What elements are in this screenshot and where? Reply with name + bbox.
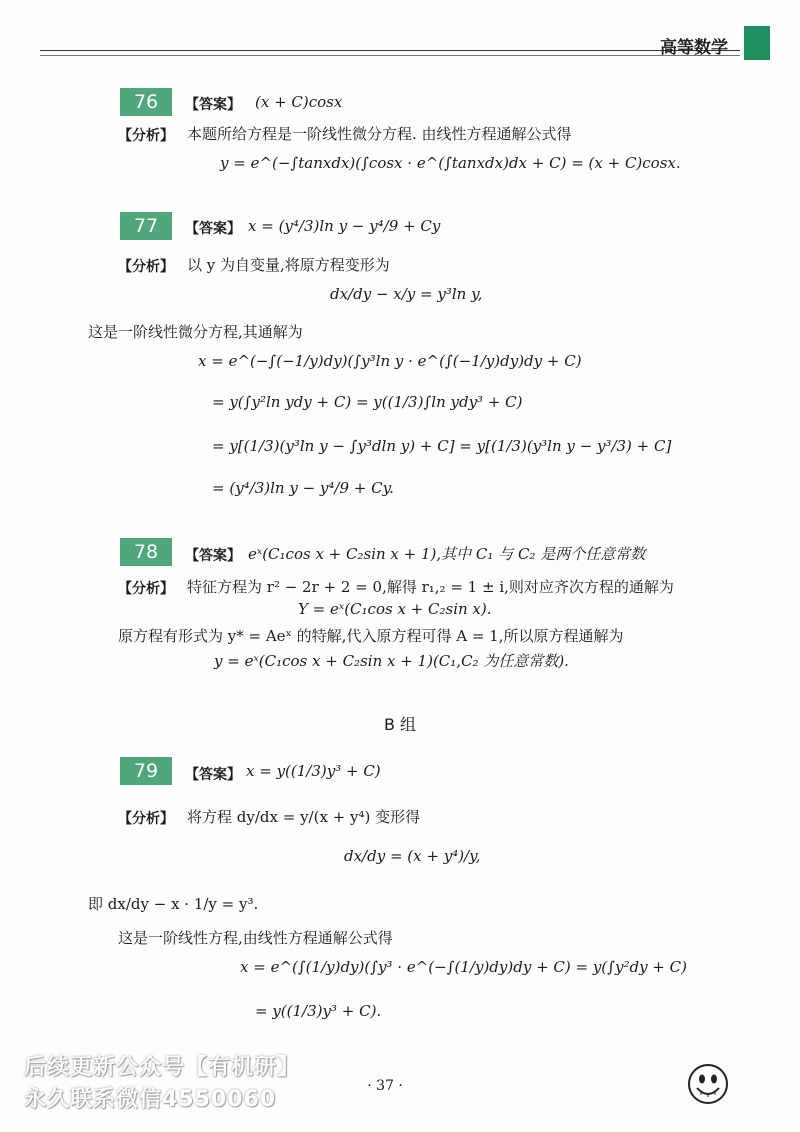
text-79-2: 即 dx/dy − x · 1/y = y³. (88, 895, 259, 913)
analysis-78: 特征方程为 r² − 2r + 2 = 0,解得 r₁,₂ = 1 ± i,则对应齐次方程的通解为 (187, 578, 674, 596)
header-title: 高等数学 (660, 38, 728, 58)
problem-number-76: 76 (120, 88, 172, 116)
analysis-tag: 【分析】 (118, 259, 174, 275)
equation-77-2: x = e^(−∫(−1/y)dy)(∫y³ln y · e^(∫(−1/y)dy)dy + C) (198, 352, 582, 370)
header-rule (40, 50, 740, 51)
text-77-2: 这是一阶线性微分方程,其通解为 (88, 323, 303, 341)
watermark-line-1: 后续更新公众号【有机研】 (24, 1055, 301, 1080)
answer-tag: 【答案】 (185, 221, 241, 237)
smiley-icon (686, 1062, 730, 1106)
equation-79-3: = y((1/3)y³ + C). (255, 1002, 382, 1020)
equation-77-1: dx/dy − x/y = y³ln y, (330, 285, 483, 303)
answer-79: x = y((1/3)y³ + C) (246, 762, 381, 780)
problem-number-78: 78 (120, 538, 172, 566)
header-rule-thin (40, 55, 740, 56)
answer-tag: 【答案】 (185, 97, 241, 113)
equation-79-1: dx/dy = (x + y⁴)/y, (344, 847, 481, 865)
equation-78-2: y = eˣ(C₁cos x + C₂sin x + 1)(C₁,C₂ 为任意常数). (214, 652, 569, 670)
header-tab (744, 26, 770, 60)
page-number: · 37 · (367, 1078, 403, 1094)
analysis-tag: 【分析】 (118, 128, 174, 144)
problem-number-77: 77 (120, 212, 172, 240)
analysis-tag: 【分析】 (118, 811, 174, 827)
section-title: B 组 (383, 715, 417, 734)
analysis-tag: 【分析】 (118, 581, 174, 597)
equation-77-4: = y[(1/3)(y³ln y − ∫y³dln y) + C] = y[(1/3)(y³ln y − y³/3) + C] (212, 437, 672, 455)
answer-77: x = (y⁴/3)ln y − y⁴/9 + Cy (248, 217, 441, 235)
problem-number-79: 79 (120, 757, 172, 785)
analysis-77: 以 y 为自变量,将原方程变形为 (187, 256, 390, 274)
equation-77-3: = y(∫y²ln ydy + C) = y((1/3)∫ln ydy³ + C) (212, 393, 523, 411)
answer-tag: 【答案】 (185, 548, 241, 564)
answer-76: (x + C)cosx (255, 93, 343, 111)
equation-77-5: = (y⁴/3)ln y − y⁴/9 + Cy. (212, 479, 394, 497)
equation-76-1: y = e^(−∫tanxdx)(∫cosx · e^(∫tanxdx)dx + C) = (x + C)cosx. (220, 154, 681, 172)
answer-78: eˣ(C₁cos x + C₂sin x + 1),其中 C₁ 与 C₂ 是两个任意常数 (248, 545, 646, 563)
answer-tag: 【答案】 (185, 767, 241, 783)
analysis-79: 将方程 dy/dx = y/(x + y⁴) 变形得 (187, 808, 421, 826)
analysis-76: 本题所给方程是一阶线性微分方程. 由线性方程通解公式得 (187, 125, 572, 143)
equation-79-2: x = e^(∫(1/y)dy)(∫y³ · e^(−∫(1/y)dy)dy + C) = y(∫y²dy + C) (240, 958, 687, 976)
equation-78-1: Y = eˣ(C₁cos x + C₂sin x). (298, 600, 492, 618)
text-79-3: 这是一阶线性方程,由线性方程通解公式得 (118, 929, 393, 947)
watermark-line-2: 永久联系微信4550060 (24, 1087, 277, 1112)
text-78-2: 原方程有形式为 y* = Aeˣ 的特解,代入原方程可得 A = 1,所以原方程通解为 (118, 627, 624, 645)
